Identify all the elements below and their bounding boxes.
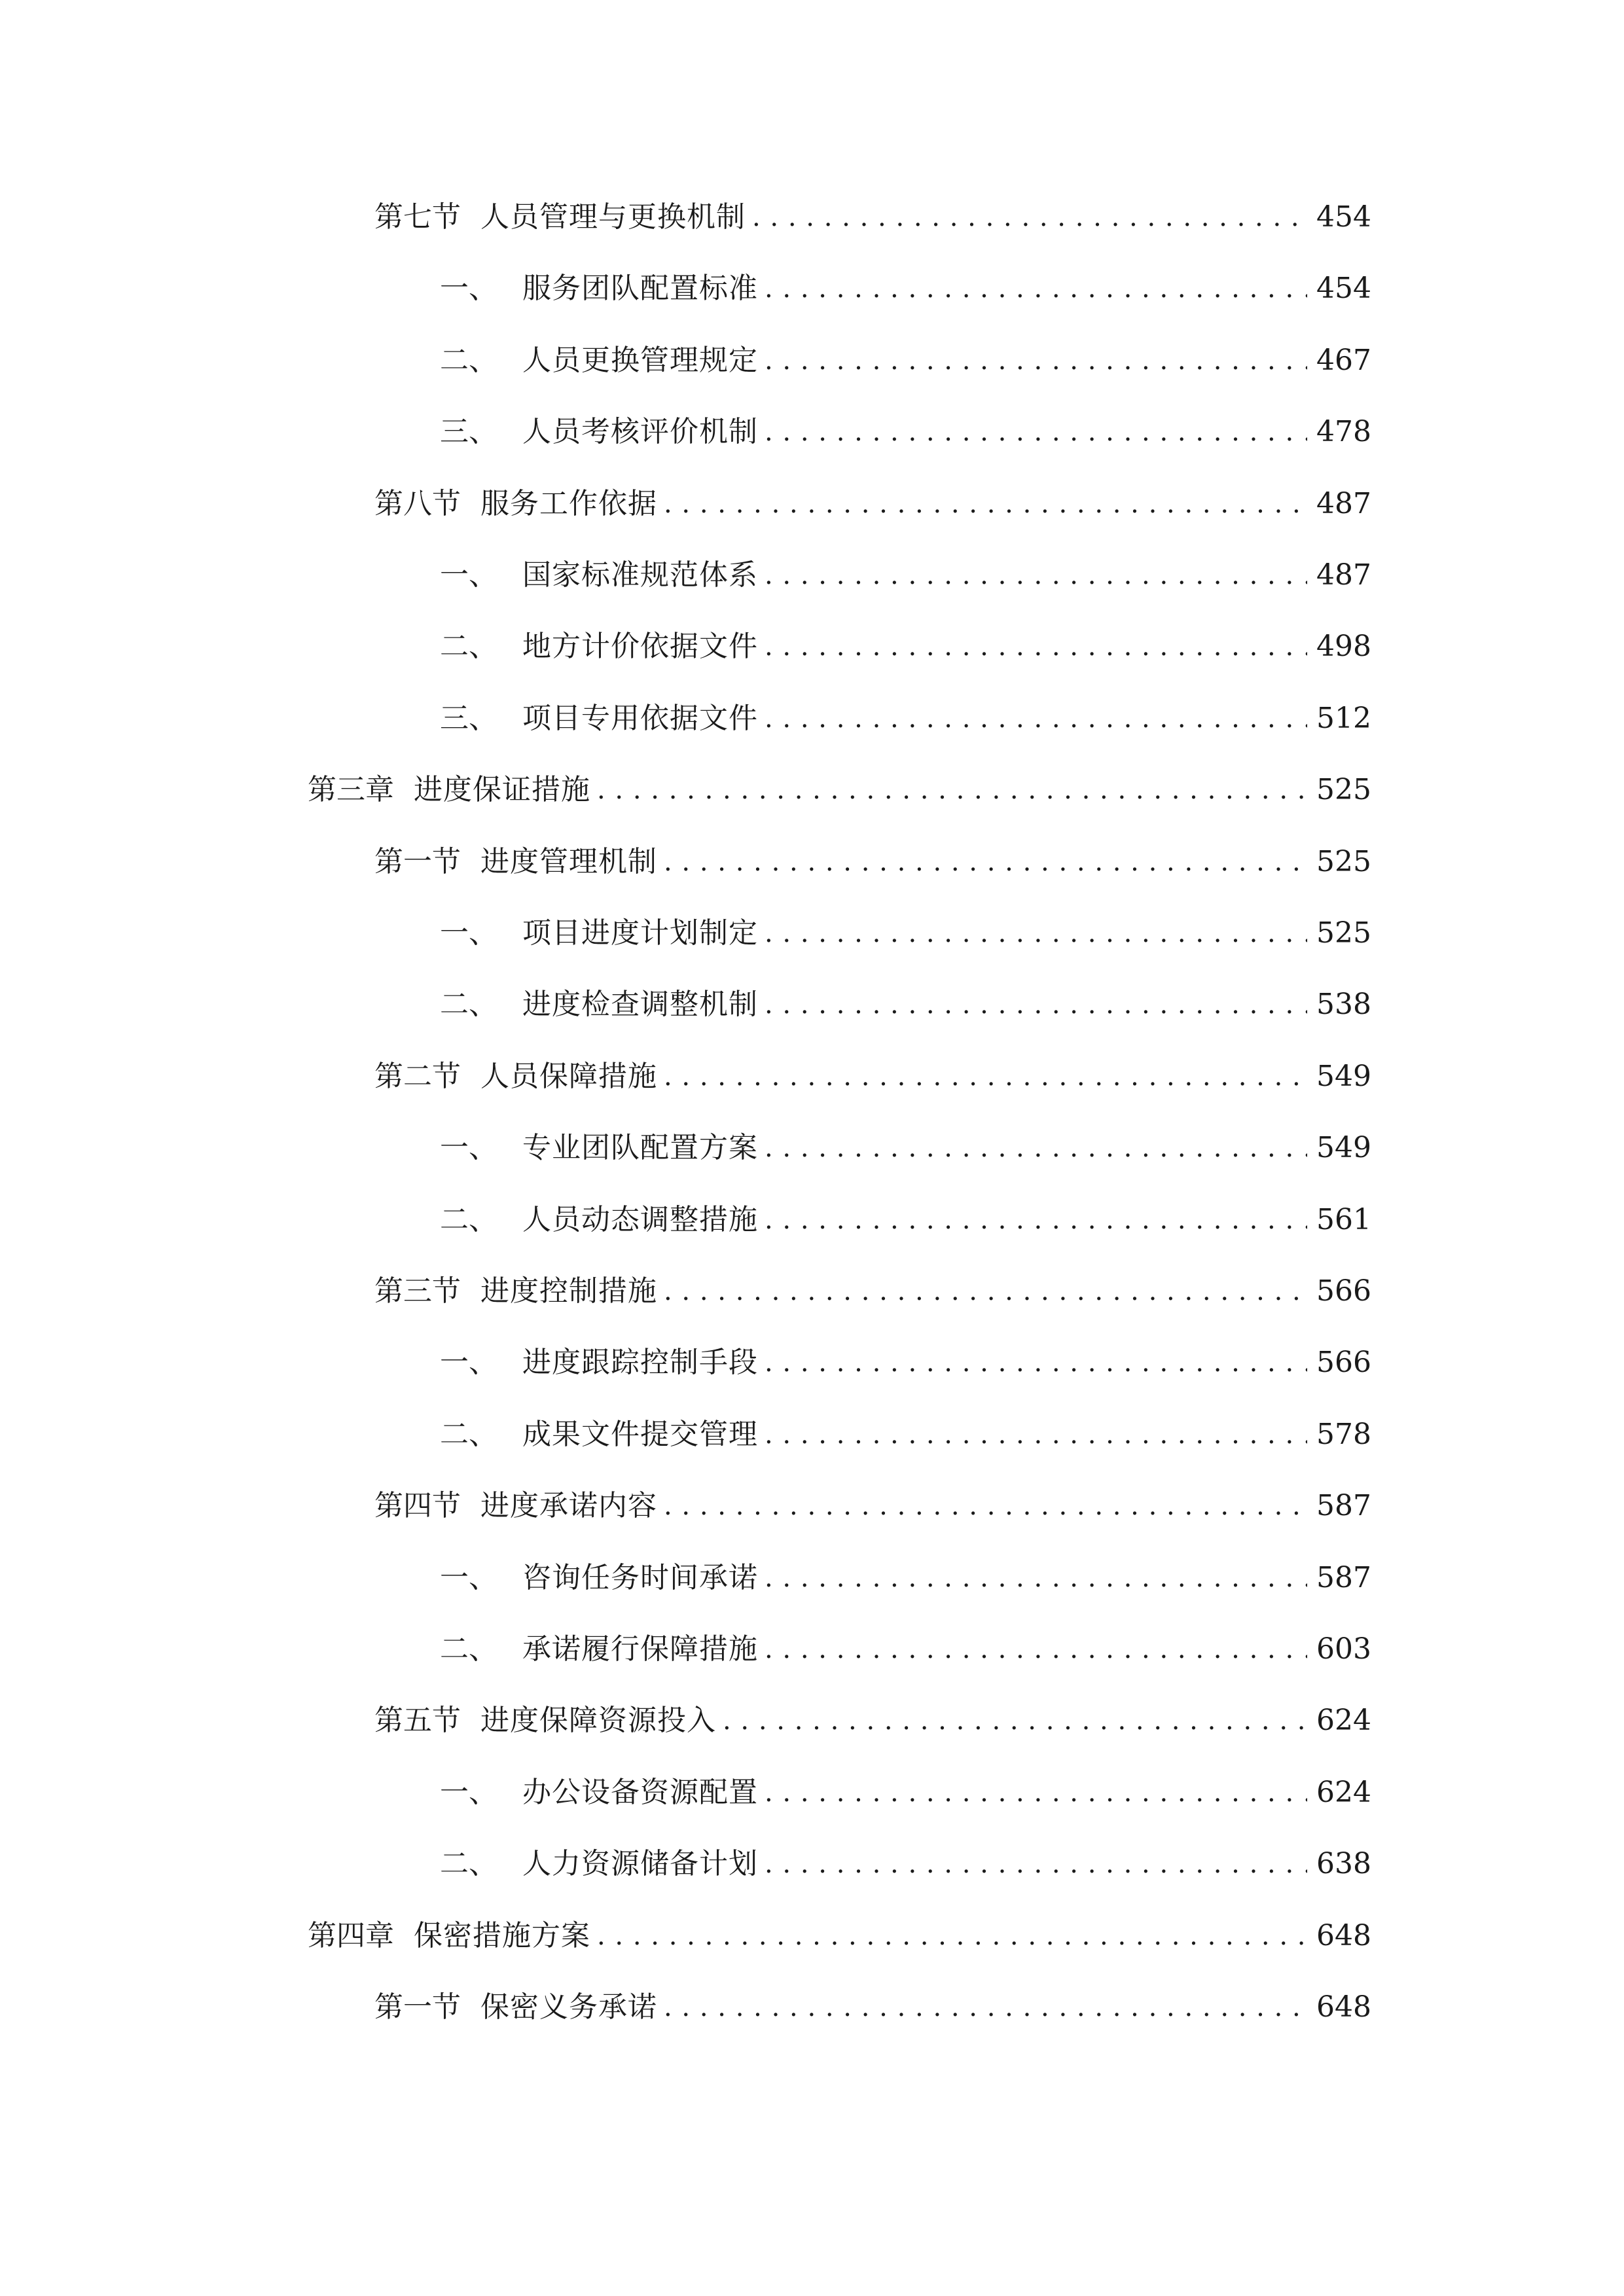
toc-entry-label [440,907,758,960]
toc-page-number: 498 [1316,630,1371,664]
toc-entry-label [374,1480,657,1532]
toc-entry-level-2[interactable] [374,1480,1371,1532]
toc-dot-leader [765,1623,1307,1676]
toc-dot-leader [765,692,1307,745]
toc-entry-level-3[interactable] [440,262,1371,315]
toc-dot-leader [752,191,1307,243]
toc-page-number: 487 [1316,558,1371,592]
toc-entry-title: 进度控制措施 [480,1274,657,1308]
toc-row [0,1838,1624,1890]
toc-entry-level-3[interactable] [440,406,1371,458]
toc-row [0,478,1624,530]
toc-entry-label [440,1336,758,1389]
toc-entry-label [440,978,758,1031]
toc-page-number: 561 [1316,1202,1371,1236]
toc-entry-label [440,334,758,387]
toc-row [0,1408,1624,1461]
toc-entry-title: 项目专用依据文件 [522,701,758,735]
toc-entry-label [308,1910,590,1962]
toc-entry-number: 二、 [440,1847,497,1881]
toc-row [0,1265,1624,1318]
toc-entry-level-3[interactable] [440,1623,1371,1676]
toc-entry-title: 人员管理与更换机制 [480,200,746,234]
toc-row [0,620,1624,673]
toc-entry-number: 一、 [440,272,497,306]
toc-row [0,262,1624,315]
toc-entry-number: 一、 [440,1560,497,1594]
toc-page-number: 587 [1316,1489,1371,1523]
toc-entry-level-3[interactable] [440,1336,1371,1389]
toc-row [0,1336,1624,1389]
toc-entry-number: 第四节 [374,1489,461,1523]
toc-page-number: 566 [1316,1346,1371,1380]
toc-entry-title: 服务工作依据 [480,486,657,520]
toc-dot-leader [664,836,1307,888]
toc-entry-level-3[interactable] [440,1552,1371,1604]
toc-entry-title: 人力资源储备计划 [522,1847,758,1881]
toc-entry-title: 人员保障措施 [480,1059,657,1093]
toc-page-number: 512 [1316,701,1371,735]
toc-dot-leader [765,406,1307,458]
toc-entry-number: 第三节 [374,1274,461,1308]
toc-entry-level-1[interactable] [308,1910,1371,1962]
toc-row [0,978,1624,1031]
toc-dot-leader [765,334,1307,387]
toc-page-number: 578 [1316,1417,1371,1451]
toc-entry-title: 项目进度计划制定 [522,916,758,950]
toc-entry-number: 第四章 [308,1918,394,1952]
toc-page-number: 487 [1316,486,1371,520]
toc-row [0,1480,1624,1532]
toc-entry-number: 第二节 [374,1059,461,1093]
toc-entry-label [374,1695,716,1747]
toc-entry-level-3[interactable] [440,620,1371,673]
toc-dot-leader [765,620,1307,673]
toc-page-number: 624 [1316,1704,1371,1738]
toc-entry-level-3[interactable] [440,1122,1371,1174]
toc-row [0,549,1624,601]
toc-page-number: 648 [1316,1990,1371,2024]
toc-page-number: 538 [1316,988,1371,1022]
toc-page-number: 525 [1316,916,1371,950]
toc-entry-number: 二、 [440,988,497,1022]
toc-entry-number: 第八节 [374,486,461,520]
toc-entry-label [440,1194,758,1246]
toc-row [0,1623,1624,1676]
toc-entry-number: 第三章 [308,773,394,807]
toc-entry-level-3[interactable] [440,334,1371,387]
toc-entry-label [440,1552,758,1604]
toc-entry-level-3[interactable] [440,1408,1371,1461]
toc-dot-leader [765,1767,1307,1819]
toc-entry-title: 服务团队配置标准 [522,272,758,306]
toc-entry-number: 三、 [440,701,497,735]
toc-entry-title: 进度跟踪控制手段 [522,1346,758,1380]
toc-row [0,1552,1624,1604]
toc-entry-title: 进度保证措施 [414,773,590,807]
toc-entry-label [440,1838,758,1890]
toc-page-number: 454 [1316,200,1371,234]
toc-row [0,692,1624,745]
toc-entry-level-1[interactable] [308,764,1371,816]
toc-entry-level-2[interactable] [374,478,1371,530]
toc-entry-title: 咨询任务时间承诺 [522,1560,758,1594]
toc-row [0,1050,1624,1103]
toc-dot-leader [664,1981,1307,2034]
toc-row [0,1767,1624,1819]
toc-entry-level-3[interactable] [440,549,1371,601]
toc-entry-label [374,191,746,243]
toc-entry-level-3[interactable] [440,1767,1371,1819]
toc-entry-label [440,1623,758,1676]
toc-entry-label [440,1408,758,1461]
toc-entry-label [374,1981,657,2034]
toc-entry-number: 二、 [440,1417,497,1451]
toc-entry-number: 二、 [440,343,497,377]
toc-dot-leader [765,907,1307,960]
toc-row [0,1122,1624,1174]
toc-dot-leader [765,1838,1307,1890]
toc-entry-label [440,620,758,673]
toc-page-number: 638 [1316,1847,1371,1881]
toc-entry-label [440,1767,758,1819]
toc-entry-level-3[interactable] [440,1194,1371,1246]
toc-dot-leader [664,478,1307,530]
toc-page-number: 478 [1316,415,1371,449]
toc-page-number: 603 [1316,1632,1371,1666]
toc-entry-number: 一、 [440,1131,497,1165]
toc-entry-title: 进度管理机制 [480,844,657,878]
toc-entry-level-2[interactable] [374,1050,1371,1103]
toc-entry-label [374,836,657,888]
toc-entry-label [308,764,590,816]
toc-dot-leader [664,1050,1307,1103]
toc-page-number: 454 [1316,272,1371,306]
toc-dot-leader [765,1552,1307,1604]
toc-entry-number: 第一节 [374,844,461,878]
toc-entry-number: 第一节 [374,1990,461,2024]
toc-page-number: 624 [1316,1775,1371,1809]
toc-page-number: 566 [1316,1274,1371,1308]
toc-entry-label [440,1122,758,1174]
toc-page-number: 587 [1316,1560,1371,1594]
toc-entry-number: 一、 [440,916,497,950]
toc-dot-leader [765,1408,1307,1461]
toc-entry-level-2[interactable] [374,1695,1371,1747]
toc-row [0,1910,1624,1962]
toc-page-number: 467 [1316,343,1371,377]
toc-entry-title: 成果文件提交管理 [522,1417,758,1451]
toc-page-number: 525 [1316,844,1371,878]
toc-dot-leader [723,1695,1307,1747]
toc-entry-label [440,692,758,745]
toc-entry-number: 三、 [440,415,497,449]
toc-entry-number: 第五节 [374,1704,461,1738]
toc-page-number: 648 [1316,1918,1371,1952]
toc-entry-level-2[interactable] [374,1981,1371,2034]
toc-entry-number: 一、 [440,558,497,592]
toc-entry-title: 保密义务承诺 [480,1990,657,2024]
toc-entry-title: 进度承诺内容 [480,1489,657,1523]
toc-entry-number: 一、 [440,1775,497,1809]
toc-entry-level-2[interactable] [374,1265,1371,1318]
toc-entry-title: 地方计价依据文件 [522,630,758,664]
toc-row [0,406,1624,458]
toc-page-number: 525 [1316,773,1371,807]
toc-dot-leader [597,764,1307,816]
toc-entry-title: 专业团队配置方案 [522,1131,758,1165]
toc-entry-title: 保密措施方案 [414,1918,590,1952]
toc-row [0,334,1624,387]
toc-dot-leader [597,1910,1307,1962]
toc-row [0,1981,1624,2034]
toc-row [0,1194,1624,1246]
toc-entry-level-2[interactable] [374,191,1371,243]
toc-entry-label [374,478,657,530]
toc-entry-level-3[interactable] [440,978,1371,1031]
toc-row [0,1695,1624,1747]
toc-entry-title: 人员更换管理规定 [522,343,758,377]
toc-dot-leader [765,1336,1307,1389]
toc-entry-label [440,549,758,601]
toc-entry-number: 第七节 [374,200,461,234]
toc-entry-level-3[interactable] [440,907,1371,960]
toc-entry-label [440,406,758,458]
toc-entry-label [374,1265,657,1318]
toc-entry-title: 进度检查调整机制 [522,988,758,1022]
toc-entry-label [440,262,758,315]
toc-entry-number: 一、 [440,1346,497,1380]
toc-entry-label [374,1050,657,1103]
toc-row [0,764,1624,816]
toc-entry-title: 承诺履行保障措施 [522,1632,758,1666]
toc-entry-title: 进度保障资源投入 [480,1704,716,1738]
toc-row [0,191,1624,243]
toc-row [0,836,1624,888]
toc-entry-title: 国家标准规范体系 [522,558,758,592]
toc-dot-leader [664,1480,1307,1532]
toc-dot-leader [765,1194,1307,1246]
toc-entry-level-2[interactable] [374,836,1371,888]
toc-dot-leader [765,1122,1307,1174]
toc-entry-title: 办公设备资源配置 [522,1775,758,1809]
toc-entry-level-3[interactable] [440,1838,1371,1890]
toc-page-number: 549 [1316,1059,1371,1093]
toc-entry-number: 二、 [440,630,497,664]
toc-dot-leader [664,1265,1307,1318]
toc-entry-title: 人员动态调整措施 [522,1202,758,1236]
toc-entry-level-3[interactable] [440,692,1371,745]
toc-entry-number: 二、 [440,1632,497,1666]
toc-entry-number: 二、 [440,1202,497,1236]
toc-dot-leader [765,978,1307,1031]
toc-dot-leader [765,262,1307,315]
toc-entry-title: 人员考核评价机制 [522,415,758,449]
toc-page-number: 549 [1316,1131,1371,1165]
toc-row [0,907,1624,960]
toc-dot-leader [765,549,1307,601]
